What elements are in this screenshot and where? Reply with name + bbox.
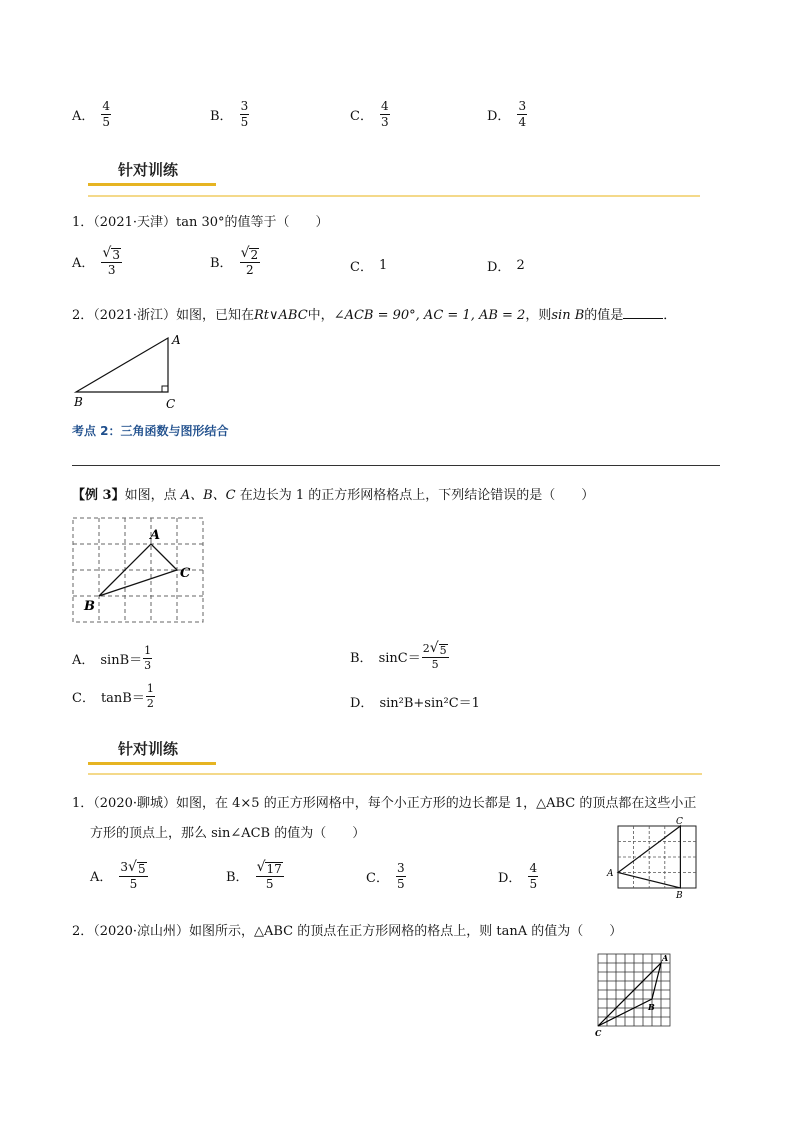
right-angle-mark	[162, 386, 168, 392]
right-triangle-figure	[70, 330, 190, 412]
fraction: √ 2 2	[240, 245, 259, 278]
triangle-abc	[76, 338, 168, 392]
fraction: 3 √ 5 5	[120, 859, 146, 892]
fraction: $\frac{4}{5}$	[529, 861, 538, 892]
ex3-option-d: D． sin²B+sin²C＝1	[350, 696, 480, 711]
top-option-d: D． $\frac{3}{4}$	[487, 99, 527, 130]
s2-question-1-line1: 1．（2020·聊城）如图，在 4×5 的正方形网格中，每个小正方形的边长都是 1，△ABC 的顶点都在这些小正	[72, 796, 697, 811]
vertex-c-label: C	[180, 566, 191, 581]
vertex-a-label: A	[150, 528, 161, 543]
answer-blank	[623, 306, 663, 319]
s1q1-option-a: A． √ 3 3	[72, 245, 120, 278]
section-heading: 针对训练	[118, 740, 179, 758]
fraction: $\frac{3}{5}$	[396, 861, 405, 892]
top-option-a: A． $\frac{4}{5}$	[72, 99, 111, 130]
s2-question-1-line2: 方形的顶点上，那么 sin∠ACB 的值为（ ）	[90, 826, 366, 841]
ex3-option-b: B． sinC＝ 2 √ 5 5	[350, 640, 447, 672]
ex3-option-a: A． sinB＝ $\frac{1}{3}$	[72, 644, 152, 673]
s2q2-grid-figure	[592, 950, 676, 1038]
fraction: $\frac{1}{2}$	[146, 682, 154, 711]
vertex-c-label: C	[595, 1028, 602, 1038]
s2q1-option-c: C． $\frac{3}{5}$	[366, 861, 405, 892]
heading-rule	[88, 195, 700, 197]
fraction: $\frac{3}{5}$	[240, 99, 249, 130]
vertex-a-label: A	[172, 333, 181, 347]
vertex-c-label: C	[676, 817, 683, 827]
kaodian-2-title: 考点 2：三角函数与图形结合	[72, 424, 229, 438]
example3-grid-figure	[70, 515, 208, 625]
section-heading: 针对训练	[118, 161, 179, 179]
fraction: $\frac{4}{5}$	[102, 99, 111, 130]
s1q1-option-d: D． 2	[487, 258, 525, 275]
fraction: √ 17 5	[256, 859, 282, 892]
fraction: 2 √ 5 5	[422, 640, 447, 672]
s2-question-2: 2．（2020·凉山州）如图所示，△ABC 的顶点在正方形网格的格点上，则 tanA 的值为（ ）	[72, 924, 623, 939]
fraction: $\frac{3}{4}$	[518, 99, 527, 130]
vertex-b-label: B	[648, 1002, 655, 1012]
s2q1-option-b: B． √ 17 5	[226, 859, 282, 892]
vertex-b-label: B	[84, 599, 95, 614]
vertex-b-label: B	[74, 395, 83, 409]
section-divider	[72, 465, 720, 466]
s2q1-option-d: D． $\frac{4}{5}$	[498, 861, 538, 892]
heading-rule	[88, 773, 702, 775]
fraction: $\frac{1}{3}$	[144, 644, 152, 673]
fraction: $\frac{4}{3}$	[380, 99, 389, 130]
vertex-c-label: C	[166, 397, 176, 411]
vertex-a-label: A	[607, 869, 614, 879]
question-2: 2．（2021·浙江）如图，已知在Rt∨ABC中，∠ACB = 90°, AC = 1, AB = 2，则sin B的值是 ．	[72, 308, 677, 323]
s2q1-grid-figure	[604, 814, 700, 902]
fraction: √ 3 3	[102, 245, 120, 278]
top-option-b: B． $\frac{3}{5}$	[210, 99, 249, 130]
vertex-b-label: B	[676, 891, 683, 901]
ex3-option-c: C． tanB＝ $\frac{1}{2}$	[72, 682, 154, 711]
s2q1-option-a: A． 3 √ 5 5	[90, 859, 146, 892]
triangle-abc	[598, 963, 661, 1026]
vertex-a-label: A	[662, 953, 669, 963]
heading-underline	[88, 183, 216, 186]
s1q1-option-c: C． 1	[350, 258, 388, 275]
question-1: 1．（2021·天津）tan 30°的值等于（ ）	[72, 215, 329, 230]
heading-underline	[88, 762, 216, 765]
example-3: 【例 3】如图，点 A、B、C 在边长为 1 的正方形网格格点上，下列结论错误的是（ ）	[72, 488, 595, 503]
top-option-c: C． $\frac{4}{3}$	[350, 99, 389, 130]
s1q1-option-b: B． √ 2 2	[210, 245, 259, 278]
dashed-grid	[618, 826, 696, 888]
